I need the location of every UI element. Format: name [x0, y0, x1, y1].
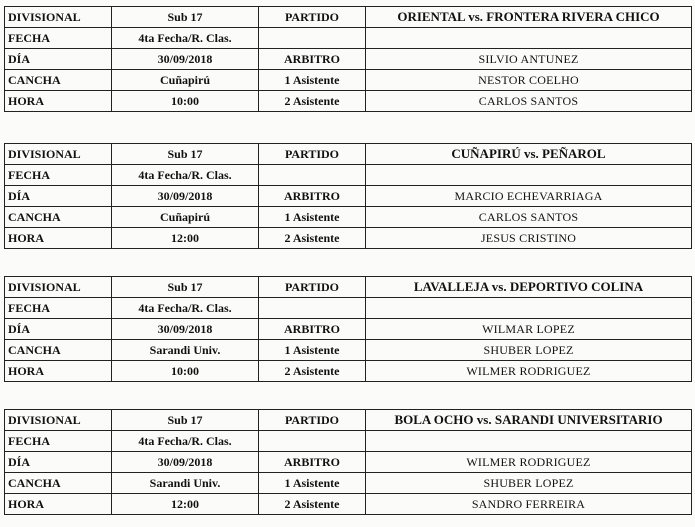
hora-label: HORA	[5, 228, 112, 249]
category-value: Sub 17	[112, 277, 259, 298]
dia-row	[5, 186, 692, 207]
match-title: CUÑAPIRÚ vs. PEÑAROL	[366, 144, 692, 165]
cancha-label: CANCHA	[5, 340, 112, 361]
divisional-label: DIVISIONAL	[5, 410, 112, 431]
fecha-row	[5, 298, 692, 319]
hora-value: 10:00	[112, 361, 259, 382]
hora-label: HORA	[5, 91, 112, 112]
fixture-card	[4, 143, 692, 249]
asistente2-label: 2 Asistente	[259, 91, 366, 112]
dia-value: 30/09/2018	[112, 49, 259, 70]
hora-row	[5, 494, 692, 515]
asistente2-name: WILMER RODRIGUEZ	[366, 361, 692, 382]
fecha-label: FECHA	[5, 28, 112, 49]
fixture-card	[4, 409, 692, 515]
divisional-label: DIVISIONAL	[5, 144, 112, 165]
empty-cell	[259, 165, 366, 186]
empty-cell	[366, 28, 692, 49]
asistente1-label: 1 Asistente	[259, 207, 366, 228]
fecha-label: FECHA	[5, 298, 112, 319]
asistente1-label: 1 Asistente	[259, 70, 366, 91]
match-title: ORIENTAL vs. FRONTERA RIVERA CHICO	[366, 7, 692, 28]
divisional-label: DIVISIONAL	[5, 7, 112, 28]
partido-label: PARTIDO	[259, 7, 366, 28]
divisional-row	[5, 144, 692, 165]
hora-row	[5, 91, 692, 112]
fecha-value: 4ta Fecha/R. Clas.	[112, 298, 259, 319]
divisional-label: DIVISIONAL	[5, 277, 112, 298]
hora-label: HORA	[5, 361, 112, 382]
asistente1-name: NESTOR COELHO	[366, 70, 692, 91]
arbitro-name: WILMER RODRIGUEZ	[366, 452, 692, 473]
fixture-table	[4, 143, 692, 249]
empty-cell	[259, 28, 366, 49]
category-value: Sub 17	[112, 410, 259, 431]
asistente2-label: 2 Asistente	[259, 361, 366, 382]
match-title: BOLA OCHO vs. SARANDI UNIVERSITARIO	[366, 410, 692, 431]
divisional-row	[5, 7, 692, 28]
dia-row	[5, 319, 692, 340]
dia-row	[5, 49, 692, 70]
partido-label: PARTIDO	[259, 277, 366, 298]
asistente1-name: SHUBER LOPEZ	[366, 473, 692, 494]
fixture-card	[4, 276, 692, 382]
fecha-label: FECHA	[5, 431, 112, 452]
dia-label: DÍA	[5, 319, 112, 340]
cancha-label: CANCHA	[5, 473, 112, 494]
fecha-value: 4ta Fecha/R. Clas.	[112, 165, 259, 186]
asistente1-name: CARLOS SANTOS	[366, 207, 692, 228]
asistente2-name: CARLOS SANTOS	[366, 91, 692, 112]
empty-cell	[366, 165, 692, 186]
empty-cell	[259, 431, 366, 452]
dia-label: DÍA	[5, 186, 112, 207]
asistente2-name: JESUS CRISTINO	[366, 228, 692, 249]
arbitro-label: ARBITRO	[259, 49, 366, 70]
hora-row	[5, 361, 692, 382]
category-value: Sub 17	[112, 7, 259, 28]
fixture-card	[4, 6, 692, 112]
arbitro-name: WILMAR LOPEZ	[366, 319, 692, 340]
asistente2-name: SANDRO FERREIRA	[366, 494, 692, 515]
category-value: Sub 17	[112, 144, 259, 165]
empty-cell	[259, 298, 366, 319]
fecha-value: 4ta Fecha/R. Clas.	[112, 431, 259, 452]
arbitro-name: MARCIO ECHEVARRIAGA	[366, 186, 692, 207]
cancha-row	[5, 70, 692, 91]
fecha-row	[5, 165, 692, 186]
cancha-value: Cuñapirú	[112, 70, 259, 91]
dia-value: 30/09/2018	[112, 186, 259, 207]
hora-value: 10:00	[112, 91, 259, 112]
arbitro-label: ARBITRO	[259, 319, 366, 340]
fecha-row	[5, 28, 692, 49]
dia-label: DÍA	[5, 49, 112, 70]
cancha-row	[5, 473, 692, 494]
cancha-row	[5, 340, 692, 361]
dia-value: 30/09/2018	[112, 452, 259, 473]
fixture-table	[4, 6, 692, 112]
dia-label: DÍA	[5, 452, 112, 473]
fecha-label: FECHA	[5, 165, 112, 186]
arbitro-name: SILVIO ANTUNEZ	[366, 49, 692, 70]
fixture-table	[4, 409, 692, 515]
cancha-row	[5, 207, 692, 228]
hora-value: 12:00	[112, 228, 259, 249]
fecha-value: 4ta Fecha/R. Clas.	[112, 28, 259, 49]
match-title: LAVALLEJA vs. DEPORTIVO COLINA	[366, 277, 692, 298]
cancha-value: Cuñapirú	[112, 207, 259, 228]
partido-label: PARTIDO	[259, 410, 366, 431]
empty-cell	[366, 298, 692, 319]
dia-value: 30/09/2018	[112, 319, 259, 340]
cancha-label: CANCHA	[5, 207, 112, 228]
hora-row	[5, 228, 692, 249]
asistente1-label: 1 Asistente	[259, 473, 366, 494]
asistente1-label: 1 Asistente	[259, 340, 366, 361]
fecha-row	[5, 431, 692, 452]
fixture-table	[4, 276, 692, 382]
asistente2-label: 2 Asistente	[259, 494, 366, 515]
asistente2-label: 2 Asistente	[259, 228, 366, 249]
dia-row	[5, 452, 692, 473]
empty-cell	[366, 431, 692, 452]
arbitro-label: ARBITRO	[259, 452, 366, 473]
cancha-value: Sarandi Univ.	[112, 340, 259, 361]
partido-label: PARTIDO	[259, 144, 366, 165]
hora-label: HORA	[5, 494, 112, 515]
cancha-value: Sarandi Univ.	[112, 473, 259, 494]
divisional-row	[5, 277, 692, 298]
arbitro-label: ARBITRO	[259, 186, 366, 207]
divisional-row	[5, 410, 692, 431]
cancha-label: CANCHA	[5, 70, 112, 91]
hora-value: 12:00	[112, 494, 259, 515]
asistente1-name: SHUBER LOPEZ	[366, 340, 692, 361]
